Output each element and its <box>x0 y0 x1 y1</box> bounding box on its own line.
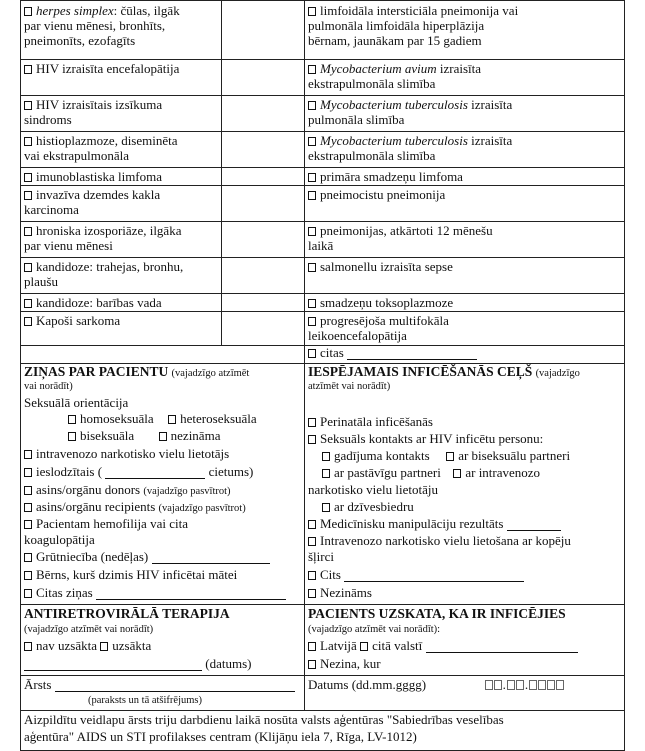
table-row-divider <box>20 0 624 1</box>
disease-label-continued: vai ekstrapulmonāla <box>24 148 130 163</box>
disease-line <box>24 97 162 112</box>
checkbox[interactable] <box>24 503 32 512</box>
sexual-row-4: narkotisko vielu lietotāju <box>308 482 438 497</box>
table-row-divider <box>20 131 624 132</box>
disease-label: Kapoši sarkoma <box>36 313 121 328</box>
disease-checkbox[interactable] <box>24 101 32 110</box>
checkbox[interactable] <box>24 571 32 580</box>
table-row-divider <box>20 710 624 711</box>
disease-row <box>24 133 178 163</box>
knows-note: (vajadzīgo atzīmēt vai norādīt): <box>308 624 441 635</box>
disease-label: pneimocistu pneimonija <box>320 187 446 202</box>
disease-checkbox[interactable] <box>308 137 316 146</box>
country-field[interactable] <box>426 640 578 653</box>
disease-label: hroniska izosporiāze, ilgāka <box>36 223 182 238</box>
disease-label: imunoblastiska limfoma <box>36 169 163 184</box>
bi-checkbox[interactable] <box>68 432 76 441</box>
disease-row <box>24 61 179 76</box>
disease-label: kandidoze: trahejas, bronhu, <box>36 259 184 274</box>
disease-label: HIV izraisītais izsīkuma <box>36 97 163 112</box>
citas-row: citas <box>308 345 477 360</box>
disease-row <box>308 313 449 343</box>
disease-row <box>308 133 512 163</box>
disease-row <box>24 3 180 48</box>
disease-label-continued: leikoencefalopātija <box>308 328 407 343</box>
table-row-divider <box>20 257 624 258</box>
disease-line <box>24 187 160 202</box>
table-row-divider <box>20 95 624 96</box>
patient-section-title: ZIŅAS PAR PACIENTU (vajadzīgo atzīmēt <box>24 364 250 379</box>
disease-label-continued: laikā <box>308 238 334 253</box>
hemophilia-row: Pacientam hemofilija vai cita <box>24 516 188 531</box>
started-checkbox[interactable] <box>100 642 108 651</box>
footer-line-1: Aizpildītu veidlapu ārsts triju darbdienu laikā nosūta valsts aģentūras "Sabiedrības veselības <box>24 712 504 727</box>
sexual-row-2: gadījuma kontakts ar biseksuālu partneri <box>322 448 570 463</box>
date-digit-box[interactable] <box>529 680 537 690</box>
hiv-mother-row: Bērns, kurš dzimis HIV inficētai mātei <box>24 567 237 582</box>
disease-row <box>24 97 162 127</box>
table-row-divider <box>20 675 624 676</box>
citas-field[interactable] <box>347 347 477 360</box>
disease-checkbox[interactable] <box>308 7 316 16</box>
disease-line <box>308 3 518 18</box>
art-section-title: ANTIRETROVIRĀLĀ TERAPIJA <box>24 606 230 621</box>
disease-checkbox[interactable] <box>24 299 32 308</box>
signature-note: (paraksts un tā atšifrējums) <box>88 695 203 706</box>
bisexual-partner-checkbox[interactable] <box>446 452 454 461</box>
table-border-left <box>20 0 21 751</box>
disease-row <box>308 61 481 91</box>
not-started-checkbox[interactable] <box>24 642 32 651</box>
disease-label: izraisīta <box>436 61 482 76</box>
art-note: (vajadzīgo atzīmēt vai norādīt) <box>24 624 154 635</box>
orientation-label: Seksuālā orientācija <box>24 395 129 410</box>
other-info-field[interactable] <box>96 587 286 600</box>
patient-note: vai norādīt) <box>24 381 73 392</box>
hemophilia-row-2: koagulopātija <box>24 532 95 547</box>
checkbox[interactable] <box>308 660 316 669</box>
iv-user-row: intravenozo narkotisko vielu lietotājs <box>24 446 229 461</box>
disease-line <box>24 133 178 148</box>
doctor-signature-field[interactable] <box>55 679 295 692</box>
disease-row <box>24 223 181 253</box>
checkbox[interactable] <box>308 571 316 580</box>
disease-row <box>308 3 518 48</box>
disease-label-continued: ekstrapulmonāla slimība <box>308 148 436 163</box>
table-row-divider <box>20 59 624 60</box>
disease-checkbox[interactable] <box>308 263 316 272</box>
knows-unknown-row: Nezina, kur <box>308 656 381 671</box>
disease-label: primāra smadzeņu limfoma <box>320 169 463 184</box>
disease-checkbox[interactable] <box>308 101 316 110</box>
table-row-divider <box>20 604 624 605</box>
disease-line <box>24 259 183 274</box>
casual-checkbox[interactable] <box>322 452 330 461</box>
knows-options-row: Latvijā citā valstī <box>308 638 578 653</box>
disease-label-continued: pulmonāla slimība <box>308 112 405 127</box>
unknown-orientation-checkbox[interactable] <box>159 432 167 441</box>
disease-checkbox[interactable] <box>24 263 32 272</box>
table-row-divider <box>20 185 624 186</box>
hetero-checkbox[interactable] <box>168 415 176 424</box>
route-unknown-row: Nezināms <box>308 585 372 600</box>
disease-line <box>308 313 449 328</box>
date-digit-box[interactable] <box>516 680 524 690</box>
route-other-row: Cits <box>308 567 524 582</box>
disease-label-continued: sindroms <box>24 112 72 127</box>
checkbox[interactable] <box>308 435 316 444</box>
art-date-row: (datums) <box>24 656 251 671</box>
iv-share-row: Intravenozo narkotisko vielu lietošana ar kopēju <box>308 533 571 548</box>
disease-label-continued: par vienu mēnesi, bronhīts, <box>24 18 166 33</box>
table-row-divider <box>20 293 624 294</box>
disease-checkbox[interactable] <box>24 317 32 326</box>
medical-row: Medicīnisku manipulāciju rezultāts <box>308 516 561 531</box>
disease-checkbox[interactable] <box>24 7 32 16</box>
disease-checkbox[interactable] <box>308 191 316 200</box>
checkbox[interactable] <box>24 589 32 598</box>
disease-label: : čūlas, ilgāk <box>113 3 180 18</box>
disease-row <box>24 169 162 184</box>
disease-line <box>308 97 512 112</box>
latvia-checkbox[interactable] <box>308 642 316 651</box>
donor-row: asins/orgānu donors (vajadzīgo pasvītrot) <box>24 482 231 499</box>
other-info-row: Citas ziņas <box>24 585 286 600</box>
disease-label-continued: plaušu <box>24 274 58 289</box>
disease-checkbox[interactable] <box>308 65 316 74</box>
art-date-field[interactable] <box>24 658 202 671</box>
checkbox[interactable] <box>24 520 32 529</box>
disease-line <box>24 61 179 76</box>
date-separator: . <box>502 677 506 692</box>
orientation-row-2: biseksuāla nezināma <box>68 428 220 443</box>
permanent-partner-checkbox[interactable] <box>322 469 330 478</box>
checkbox[interactable] <box>308 349 316 358</box>
disease-label: izraisīta <box>467 97 513 112</box>
table-row-divider <box>20 167 624 168</box>
footer-line-2: aģentūra" AIDS un STI profilakses centram (Klijāņu iela 7, Rīga, LV-1012) <box>24 729 417 744</box>
disease-checkbox[interactable] <box>308 227 316 236</box>
disease-label: kandidoze: barības vada <box>36 295 162 310</box>
table-row-divider <box>20 221 624 222</box>
checkbox[interactable] <box>24 553 32 562</box>
checkbox[interactable] <box>24 486 32 495</box>
disease-label: HIV izraisīta encefalopātija <box>36 61 180 76</box>
disease-label: limfoidāla intersticiāla pneimonija vai <box>320 3 519 18</box>
date-row: Datums (dd.mm.gggg) . . <box>308 677 565 692</box>
checkbox[interactable] <box>308 520 316 529</box>
disease-line <box>24 313 120 328</box>
homo-checkbox[interactable] <box>68 415 76 424</box>
disease-line <box>308 259 453 274</box>
resident-checkbox[interactable] <box>322 503 330 512</box>
prisoner-row: ieslodzītais ( cietums) <box>24 464 253 479</box>
disease-line <box>308 223 493 238</box>
disease-label: izraisīta <box>467 133 513 148</box>
checkbox[interactable] <box>308 589 316 598</box>
disease-line <box>308 133 512 148</box>
disease-label: herpes simplex <box>36 3 114 18</box>
disease-row <box>24 295 162 310</box>
disease-checkbox[interactable] <box>24 65 32 74</box>
knows-section-title: PACIENTS UZSKATA, KA IR INFICĒJIES <box>308 606 566 621</box>
disease-checkbox[interactable] <box>24 137 32 146</box>
disease-line <box>24 223 181 238</box>
disease-label: smadzeņu toksoplazmoze <box>320 295 454 310</box>
disease-checkbox[interactable] <box>24 173 32 182</box>
disease-row <box>308 295 453 310</box>
recipient-row: asins/orgānu recipients (vajadzīgo pasvītrot) <box>24 499 246 516</box>
table-row-divider <box>20 311 624 312</box>
disease-line <box>24 3 180 18</box>
disease-line <box>308 187 445 202</box>
disease-row <box>308 169 463 184</box>
disease-label: histioplazmoze, diseminēta <box>36 133 178 148</box>
resident-row: ar dzīvesbiedru <box>322 499 414 514</box>
disease-label-continued: par vienu mēnesi <box>24 238 113 253</box>
disease-row <box>24 259 183 289</box>
disease-label: invazīva dzemdes kakla <box>36 187 161 202</box>
disease-label-continued: karcinoma <box>24 202 79 217</box>
disease-checkbox[interactable] <box>308 317 316 326</box>
disease-line <box>24 169 162 184</box>
disease-checkbox[interactable] <box>24 191 32 200</box>
other-country-checkbox[interactable] <box>360 642 368 651</box>
disease-line <box>308 295 453 310</box>
date-digit-box[interactable] <box>485 680 493 690</box>
date-digit-box[interactable] <box>494 680 502 690</box>
disease-checkbox[interactable] <box>308 173 316 182</box>
disease-line <box>308 61 481 76</box>
checkbox[interactable] <box>24 450 32 459</box>
checkbox[interactable] <box>308 418 316 427</box>
disease-row <box>308 187 445 202</box>
disease-line <box>24 295 162 310</box>
disease-label-continued: pulmonāla limfoidāla hiperplāzija <box>308 18 485 33</box>
disease-label: Mycobacterium tuberculosis <box>320 133 468 148</box>
disease-label: pneimonijas, atkārtoti 12 mēnešu <box>320 223 493 238</box>
disease-label: salmonellu izraisīta sepse <box>320 259 453 274</box>
disease-row <box>308 259 453 274</box>
art-options-row: nav uzsākta uzsākta <box>24 638 151 653</box>
medical-field[interactable] <box>507 518 561 531</box>
disease-label: progresējoša multifokāla <box>320 313 449 328</box>
disease-checkbox[interactable] <box>24 227 32 236</box>
date-digit-box[interactable] <box>556 680 564 690</box>
orientation-row-1: homoseksuāla heteroseksuāla <box>68 411 257 426</box>
prison-field[interactable] <box>105 466 205 479</box>
disease-label-continued: bērnam, jaunākam par 15 gadiem <box>308 33 482 48</box>
disease-row <box>308 97 512 127</box>
disease-label: Mycobacterium tuberculosis <box>320 97 468 112</box>
checkbox[interactable] <box>308 537 316 546</box>
disease-row <box>24 313 120 328</box>
route-note: atzīmēt vai norādīt) <box>308 381 391 392</box>
disease-checkbox[interactable] <box>308 299 316 308</box>
disease-label: Mycobacterium avium <box>320 61 437 76</box>
date-digit-box[interactable] <box>538 680 546 690</box>
disease-label-continued: ekstrapulmonāla slimība <box>308 76 436 91</box>
disease-line <box>308 169 463 184</box>
disease-row <box>24 187 160 217</box>
pregnancy-row: Grūtniecība (nedēļas) <box>24 549 270 564</box>
date-digit-box[interactable] <box>507 680 515 690</box>
iv-partner-checkbox[interactable] <box>453 469 461 478</box>
date-input-boxes[interactable] <box>485 677 566 692</box>
disease-row <box>308 223 493 253</box>
route-other-field[interactable] <box>344 569 524 582</box>
disease-label-continued: pneimonīts, ezofagīts <box>24 33 136 48</box>
table-border-right <box>624 0 625 751</box>
checkbox[interactable] <box>24 468 32 477</box>
date-separator: . <box>524 677 529 692</box>
doctor-row: Ārsts <box>24 677 295 692</box>
perinatal-row: Perinatāla inficēšanās <box>308 414 433 429</box>
pregnancy-field[interactable] <box>152 551 270 564</box>
date-digit-box[interactable] <box>547 680 555 690</box>
iv-share-row-2: šļirci <box>308 549 334 564</box>
route-section-title: IESPĒJAMAIS INFICĒŠANĀS CEĻŠ (vajadzīgo <box>308 364 580 379</box>
sexual-row-3: ar pastāvīgu partneri ar intravenozo <box>322 465 540 480</box>
sexual-contact-row: Seksuāls kontakts ar HIV inficētu personu: <box>308 431 543 446</box>
